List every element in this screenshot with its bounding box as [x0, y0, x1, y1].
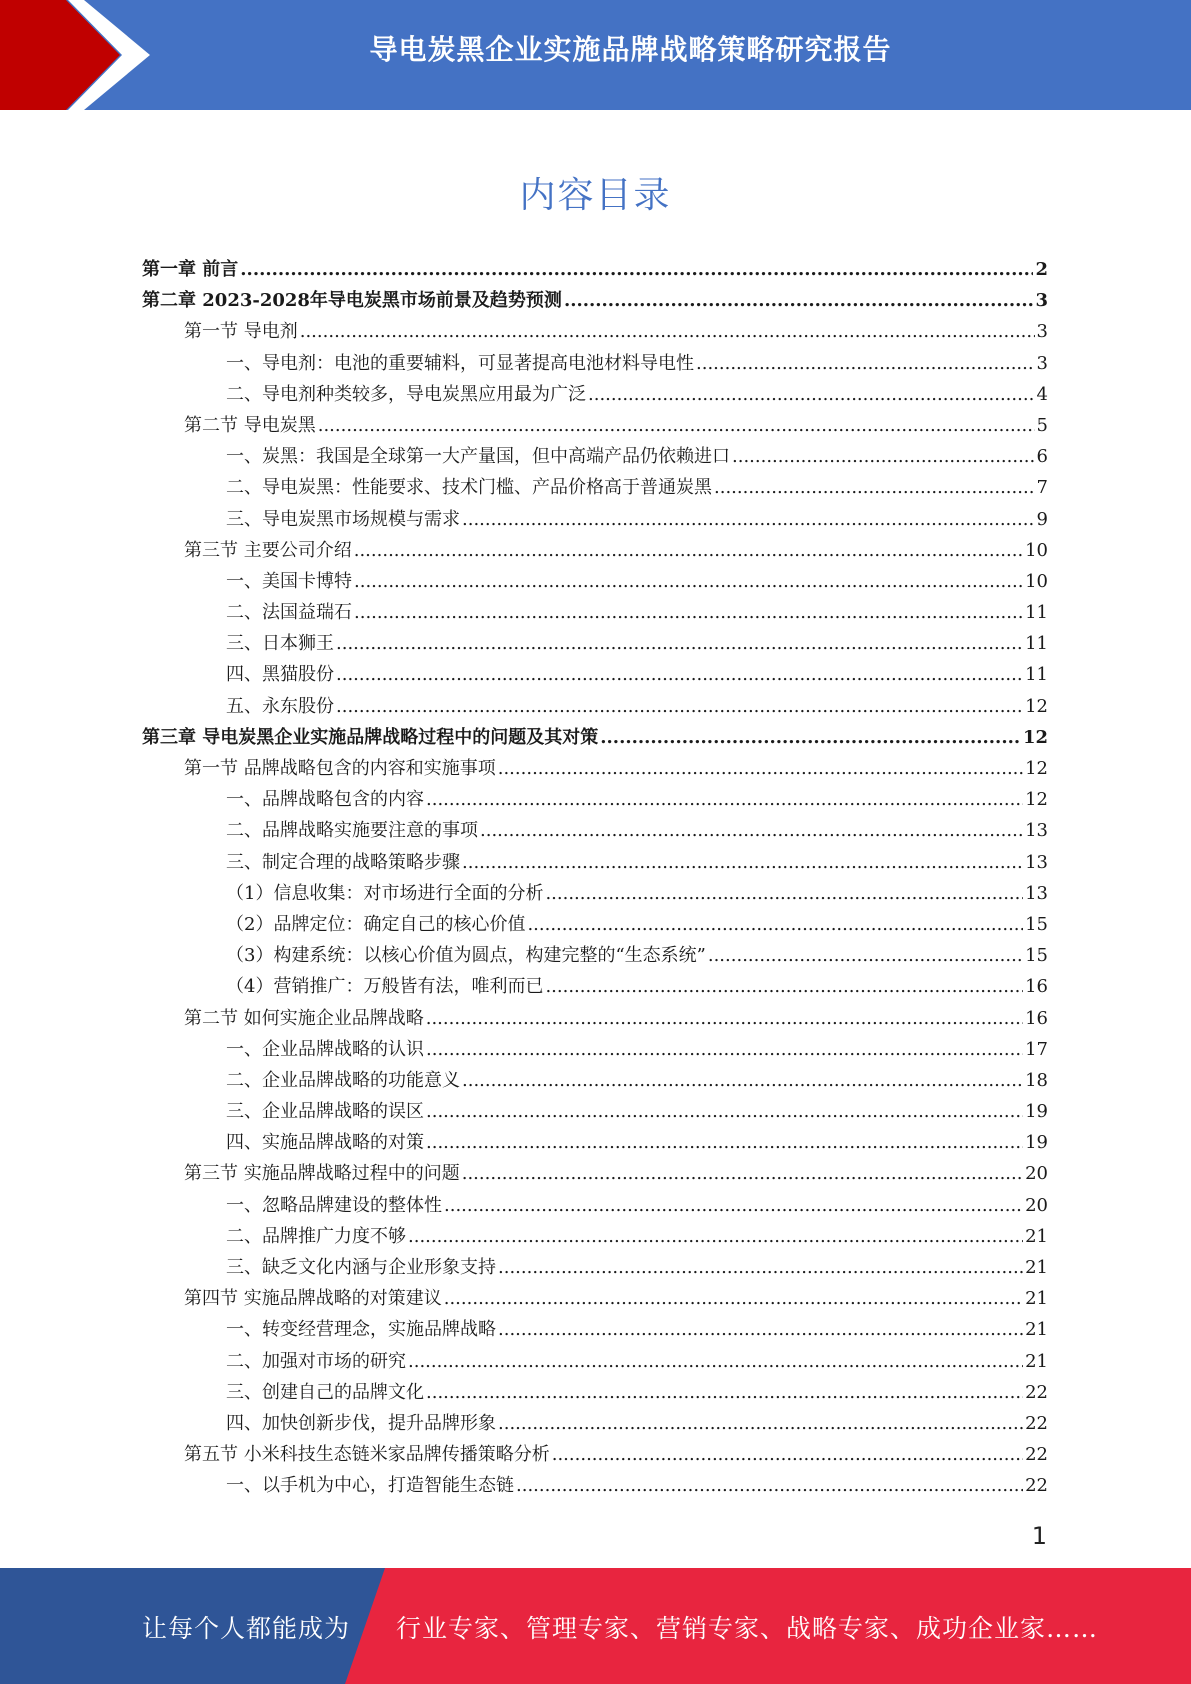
- toc-entry-page: 19: [1025, 1132, 1048, 1154]
- toc-dot-leader: [545, 878, 1023, 909]
- toc-entry-title: 四、黑猫股份: [226, 664, 334, 686]
- toc-entry-page: 22: [1025, 1444, 1048, 1466]
- toc-entry-title: 二、企业品牌战略的功能意义: [226, 1069, 460, 1091]
- toc-entry-page: 12: [1025, 789, 1048, 811]
- toc-dot-leader: [732, 441, 1035, 472]
- page-number: 1: [1031, 1522, 1047, 1550]
- toc-entry-title: 一、忽略品牌建设的整体性: [226, 1194, 442, 1216]
- toc-entry-title: 四、加快创新步伐，提升品牌形象: [226, 1412, 496, 1434]
- toc-entry-page: 22: [1025, 1381, 1048, 1403]
- toc-entry[interactable]: [142, 535, 1048, 566]
- toc-entry-page: 12: [1022, 726, 1048, 748]
- toc-entry-page: 7: [1036, 477, 1048, 499]
- toc-entry[interactable]: [142, 847, 1048, 878]
- toc-entry-page: 12: [1025, 758, 1048, 779]
- toc-entry-title: 第三节 主要公司介绍: [184, 539, 352, 561]
- toc-entry[interactable]: [142, 566, 1048, 597]
- toc-entry-title: （2）品牌定位：确定自己的核心价值: [226, 913, 526, 935]
- toc-entry[interactable]: [142, 1221, 1048, 1252]
- toc-dot-leader: [462, 1065, 1023, 1096]
- toc-entry[interactable]: [142, 1283, 1048, 1314]
- toc-entry-page: 2: [1035, 259, 1048, 280]
- toc-dot-leader: [564, 285, 1034, 316]
- toc-entry-title: 二、导电剂种类较多，导电炭黑应用最为广泛: [226, 383, 586, 405]
- toc-dot-leader: [354, 597, 1023, 628]
- toc-entry-page: 21: [1025, 1350, 1048, 1372]
- toc-entry-title: （1）信息收集：对市场进行全面的分析: [226, 882, 544, 904]
- toc-entry-page: 13: [1025, 820, 1048, 842]
- toc-entry[interactable]: [142, 1003, 1048, 1034]
- toc-entry[interactable]: [142, 784, 1048, 815]
- toc-entry[interactable]: [142, 691, 1048, 722]
- toc-entry[interactable]: [142, 878, 1048, 909]
- toc-entry[interactable]: [142, 815, 1048, 846]
- toc-dot-leader: [708, 940, 1023, 971]
- toc-entry-title: 三、制定合理的战略策略步骤: [226, 851, 460, 873]
- toc-dot-leader: [498, 753, 1023, 784]
- toc-entry[interactable]: [142, 597, 1048, 628]
- toc-entry[interactable]: [142, 472, 1048, 503]
- toc-entry-title: 一、以手机为中心，打造智能生态链: [226, 1475, 514, 1497]
- toc-dot-leader: [426, 1377, 1023, 1408]
- toc-entry-title: 三、导电炭黑市场规模与需求: [226, 508, 460, 530]
- toc-entry-page: 10: [1025, 539, 1048, 561]
- toc-entry-page: 11: [1025, 664, 1048, 686]
- toc-entry[interactable]: [142, 971, 1048, 1002]
- toc-entry-page: 10: [1025, 570, 1048, 592]
- toc-entry-page: 5: [1036, 414, 1048, 436]
- toc-dot-leader: [600, 722, 1021, 753]
- toc-entry[interactable]: [142, 1408, 1048, 1439]
- toc-entry-title: （3）构建系统：以核心价值为圆点，构建完整的“生态系统”: [226, 945, 706, 967]
- toc-entry-page: 12: [1025, 695, 1048, 717]
- toc-entry-title: 第二节 导电炭黑: [184, 414, 316, 436]
- toc-dot-leader: [498, 1314, 1023, 1345]
- page-header: [0, 0, 1191, 110]
- toc-entry-title: 二、品牌战略实施要注意的事项: [226, 820, 478, 842]
- toc-dot-leader: [588, 379, 1035, 410]
- toc-entry-title: 二、加强对市场的研究: [226, 1350, 406, 1372]
- toc-entry[interactable]: [142, 316, 1048, 347]
- toc-entry-page: 21: [1025, 1288, 1048, 1310]
- toc-entry-title: 第二章 2023-2028年导电炭黑市场前景及趋势预测: [142, 290, 562, 312]
- toc-entry[interactable]: [142, 1190, 1048, 1221]
- toc-entry[interactable]: [142, 285, 1048, 316]
- toc-entry[interactable]: [142, 909, 1048, 940]
- toc-entry-title: 一、导电剂：电池的重要辅料，可显著提高电池材料导电性: [226, 352, 694, 374]
- toc-entry[interactable]: [142, 1470, 1048, 1501]
- toc-dot-leader: [408, 1221, 1023, 1252]
- toc-entry-title: 三、缺乏文化内涵与企业形象支持: [226, 1257, 496, 1278]
- toc-entry[interactable]: [142, 379, 1048, 410]
- toc-entry-title: 第一章 前言: [142, 259, 239, 280]
- toc-dot-leader: [545, 971, 1023, 1002]
- toc-entry[interactable]: [142, 1127, 1048, 1158]
- toc-entry-page: 19: [1025, 1101, 1048, 1123]
- toc-entry-page: 3: [1036, 321, 1048, 343]
- toc-entry[interactable]: [142, 628, 1048, 659]
- toc-entry-page: 22: [1025, 1412, 1048, 1434]
- toc-entry[interactable]: [142, 504, 1048, 535]
- toc-entry-page: 17: [1025, 1038, 1048, 1060]
- toc-entry[interactable]: [142, 348, 1048, 379]
- toc-entry-title: 二、法国益瑞石: [226, 602, 352, 624]
- toc-heading: 内容目录: [519, 175, 672, 216]
- toc-dot-leader: [300, 316, 1035, 347]
- toc-entry-title: 第四节 实施品牌战略的对策建议: [184, 1288, 442, 1310]
- toc-entry-page: 20: [1025, 1194, 1048, 1216]
- toc-entry-page: 3: [1035, 290, 1048, 312]
- toc-entry-page: 21: [1025, 1225, 1048, 1247]
- toc-entry-page: 6: [1036, 446, 1048, 468]
- toc-dot-leader: [426, 1096, 1023, 1127]
- toc-entry[interactable]: [142, 1065, 1048, 1096]
- toc-entry-title: 二、导电炭黑：性能要求、技术门槛、产品价格高于普通炭黑: [226, 477, 712, 499]
- toc-entry-page: 16: [1025, 1007, 1048, 1029]
- toc-entry[interactable]: [142, 254, 1048, 285]
- toc-entry[interactable]: [142, 753, 1048, 784]
- toc-dot-leader: [354, 535, 1023, 566]
- toc-dot-leader: [516, 1470, 1023, 1501]
- toc-dot-leader: [408, 1346, 1023, 1377]
- page-footer: [0, 1568, 1191, 1684]
- toc-dot-leader: [426, 1127, 1023, 1158]
- toc-entry-title: （4）营销推广：万般皆有法，唯利而已: [226, 976, 544, 998]
- footer-slogan-right: 行业专家、管理专家、营销专家、战略专家、成功企业家……: [396, 1614, 1099, 1643]
- toc-dot-leader: [462, 504, 1035, 535]
- toc-entry[interactable]: [142, 410, 1048, 441]
- toc-dot-leader: [462, 847, 1023, 878]
- toc-entry-page: 21: [1025, 1257, 1048, 1278]
- toc-entry-page: 4: [1036, 383, 1048, 405]
- toc-entry-title: 一、品牌战略包含的内容: [226, 789, 424, 811]
- toc-entry-page: 16: [1025, 976, 1048, 998]
- toc-entry-title: 三、日本狮王: [226, 633, 334, 655]
- toc-entry-page: 15: [1025, 945, 1048, 967]
- toc-entry-page: 11: [1025, 633, 1048, 655]
- toc-entry-title: 第二节 如何实施企业品牌战略: [184, 1007, 424, 1029]
- toc-entry-title: 一、美国卡博特: [226, 570, 352, 592]
- toc-entry-title: 第三节 实施品牌战略过程中的问题: [184, 1163, 460, 1185]
- toc-entry-title: 三、企业品牌战略的误区: [226, 1101, 424, 1123]
- toc-entry-title: 第五节 小米科技生态链米家品牌传播策略分析: [184, 1444, 550, 1466]
- toc-entry[interactable]: [142, 1096, 1048, 1127]
- toc-entry-page: 3: [1036, 352, 1048, 374]
- toc-dot-leader: [714, 472, 1035, 503]
- toc-entry[interactable]: [142, 1158, 1048, 1189]
- toc-entry[interactable]: [142, 940, 1048, 971]
- toc-dot-leader: [354, 566, 1023, 597]
- toc-entry-page: 15: [1025, 913, 1048, 935]
- toc-entry-title: 五、永东股份: [226, 695, 334, 717]
- toc-entry[interactable]: [142, 722, 1048, 753]
- footer-slogan-left: 让每个人都能成为: [142, 1614, 351, 1643]
- toc-dot-leader: [336, 659, 1023, 690]
- toc-dot-leader: [480, 815, 1023, 846]
- toc-dot-leader: [696, 348, 1035, 379]
- toc-entry[interactable]: [142, 659, 1048, 690]
- toc-entry-page: 18: [1025, 1069, 1048, 1091]
- toc-entry[interactable]: [142, 1377, 1048, 1408]
- toc-dot-leader: [444, 1190, 1023, 1221]
- toc-dot-leader: [462, 1158, 1023, 1189]
- toc-dot-leader: [336, 691, 1023, 722]
- toc-entry-title: 第三章 导电炭黑企业实施品牌战略过程中的问题及其对策: [142, 726, 599, 748]
- toc-entry-page: 9: [1036, 508, 1048, 530]
- toc-entry[interactable]: [142, 441, 1048, 472]
- toc-dot-leader: [498, 1408, 1023, 1439]
- toc-dot-leader: [240, 254, 1033, 285]
- toc-entry-title: 一、炭黑：我国是全球第一大产量国，但中高端产品仍依赖进口: [226, 446, 730, 468]
- toc-entry-page: 20: [1025, 1163, 1048, 1185]
- toc-entry-title: 一、企业品牌战略的认识: [226, 1038, 424, 1060]
- toc-dot-leader: [552, 1439, 1023, 1470]
- toc-dot-leader: [426, 1034, 1023, 1065]
- toc-dot-leader: [444, 1283, 1023, 1314]
- toc-entry-title: 二、品牌推广力度不够: [226, 1225, 406, 1247]
- toc-entry-page: 21: [1025, 1319, 1048, 1341]
- toc-entry-title: 四、实施品牌战略的对策: [226, 1132, 424, 1154]
- toc-entry[interactable]: [142, 1346, 1048, 1377]
- report-title: 导电炭黑企业实施品牌战略策略研究报告: [369, 33, 892, 66]
- toc-entry[interactable]: [142, 1439, 1048, 1470]
- toc-entry-title: 第一节 品牌战略包含的内容和实施事项: [184, 758, 496, 779]
- toc-entry[interactable]: [142, 1252, 1048, 1283]
- toc-entry[interactable]: [142, 1034, 1048, 1065]
- toc-dot-leader: [498, 1252, 1023, 1283]
- toc-entry-page: 22: [1025, 1475, 1048, 1497]
- toc-entry-page: 11: [1025, 602, 1048, 624]
- toc-dot-leader: [426, 784, 1023, 815]
- toc-entry-title: 第一节 导电剂: [184, 321, 298, 343]
- toc-entry[interactable]: [142, 1314, 1048, 1345]
- toc-entry-title: 一、转变经营理念，实施品牌战略: [226, 1319, 496, 1341]
- toc-entry-page: 13: [1025, 851, 1048, 873]
- toc-dot-leader: [318, 410, 1035, 441]
- toc-dot-leader: [426, 1003, 1023, 1034]
- toc-entry-title: 三、创建自己的品牌文化: [226, 1381, 424, 1403]
- table-of-contents: [142, 254, 1048, 1502]
- toc-entry-page: 13: [1025, 882, 1048, 904]
- toc-dot-leader: [527, 909, 1023, 940]
- toc-dot-leader: [336, 628, 1023, 659]
